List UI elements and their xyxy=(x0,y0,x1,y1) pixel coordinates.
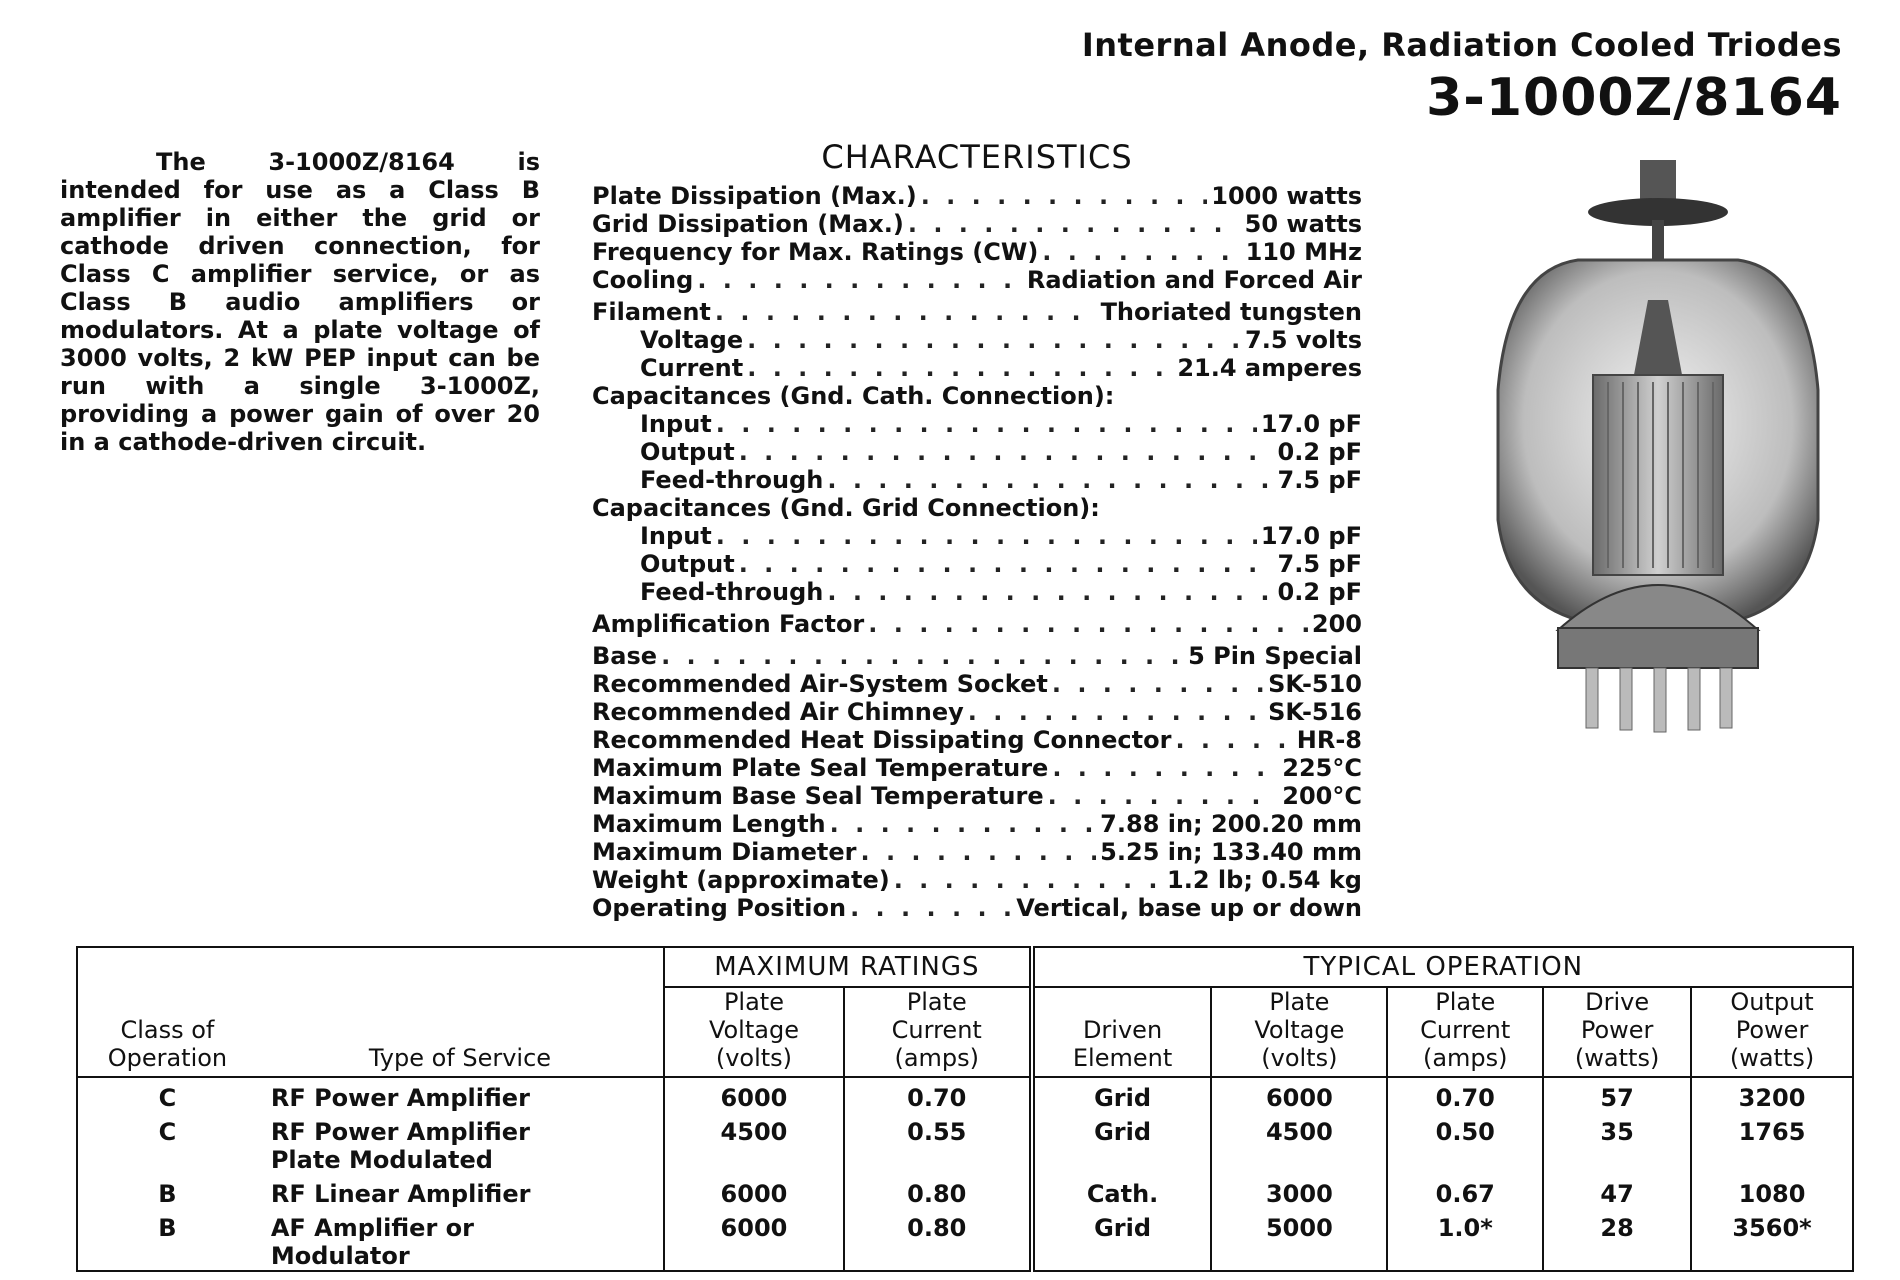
max-ratings-header: MAXIMUM RATINGS xyxy=(664,947,1032,987)
characteristic-label: Maximum Length xyxy=(592,810,826,838)
cell-typ-a: 0.67 xyxy=(1387,1174,1543,1208)
cell-cls: C xyxy=(158,1084,177,1112)
characteristic-row xyxy=(592,382,1362,410)
characteristic-value: Vertical, base up or down xyxy=(1016,894,1362,922)
characteristic-label: Maximum Diameter xyxy=(592,838,857,866)
typical-operation-header: TYPICAL OPERATION xyxy=(1032,947,1853,987)
characteristic-row xyxy=(592,210,1362,238)
characteristic-value: 17.0 pF xyxy=(1260,410,1362,438)
cell-drive: 28 xyxy=(1543,1208,1691,1271)
dot-leader xyxy=(715,298,1097,326)
cell-max-a: 0.55 xyxy=(844,1112,1032,1174)
dot-leader xyxy=(716,522,1257,550)
dot-leader xyxy=(747,354,1173,382)
service-cell xyxy=(257,1208,664,1271)
characteristic-value: 0.2 pF xyxy=(1277,438,1362,466)
dot-leader xyxy=(850,894,1012,922)
characteristic-label: Cooling xyxy=(592,266,694,294)
dot-leader xyxy=(827,578,1273,606)
dot-leader xyxy=(827,466,1273,494)
characteristic-label: Maximum Base Seal Temperature xyxy=(592,782,1044,810)
characteristic-value: 7.88 in; 200.20 mm xyxy=(1100,810,1362,838)
characteristic-label: Voltage xyxy=(640,326,744,354)
model-number: 3-1000Z/8164 xyxy=(1426,68,1842,128)
characteristic-value: 17.0 pF xyxy=(1260,522,1362,550)
characteristic-row xyxy=(592,754,1362,782)
characteristic-value: 5.25 in; 133.40 mm xyxy=(1100,838,1362,866)
characteristic-label: Base xyxy=(592,642,658,670)
characteristic-value: 110 MHz xyxy=(1245,238,1362,266)
cell-typ-v: 6000 xyxy=(1211,1077,1387,1112)
cell-drive: 47 xyxy=(1543,1174,1691,1208)
characteristic-row xyxy=(592,610,1362,638)
characteristic-row xyxy=(592,266,1362,294)
characteristic-value: 225°C xyxy=(1282,754,1362,782)
cell-driven: Grid xyxy=(1032,1208,1212,1271)
characteristic-label: Frequency for Max. Ratings (CW) xyxy=(592,238,1039,266)
dot-leader xyxy=(1048,782,1279,810)
characteristic-label: Recommended Air-System Socket xyxy=(592,670,1048,698)
characteristic-value: SK-510 xyxy=(1268,670,1362,698)
characteristic-value: 1000 watts xyxy=(1211,182,1362,210)
characteristic-row xyxy=(592,670,1362,698)
cell-max-v: 6000 xyxy=(664,1077,844,1112)
characteristic-row xyxy=(592,578,1362,606)
service-line-2: Plate Modulated xyxy=(270,1146,493,1174)
dot-leader xyxy=(739,438,1274,466)
col-typ-current-header: Plate Current (amps) xyxy=(1387,987,1543,1077)
characteristic-label: Feed-through xyxy=(640,578,824,606)
dot-leader xyxy=(921,182,1208,210)
characteristic-row xyxy=(592,698,1362,726)
cell-drive: 57 xyxy=(1543,1077,1691,1112)
cell-typ-a: 0.50 xyxy=(1387,1112,1543,1174)
characteristic-label: Recommended Air Chimney xyxy=(592,698,964,726)
series-subtitle: Internal Anode, Radiation Cooled Triodes xyxy=(1081,26,1842,64)
dot-leader xyxy=(908,210,1241,238)
characteristic-row xyxy=(592,894,1362,922)
dot-leader xyxy=(747,326,1241,354)
operation-table xyxy=(76,946,1854,1272)
col-output-header: Output Power (watts) xyxy=(1691,987,1853,1077)
characteristic-value: 5 Pin Special xyxy=(1188,642,1362,670)
cell-output: 3560* xyxy=(1691,1208,1853,1271)
characteristic-row xyxy=(592,550,1362,578)
cell-typ-v: 4500 xyxy=(1211,1112,1387,1174)
characteristic-label: Output xyxy=(640,438,735,466)
service-line: AF Amplifier or xyxy=(270,1214,474,1242)
cell-driven: Cath. xyxy=(1032,1174,1212,1208)
characteristic-value: 200°C xyxy=(1282,782,1362,810)
characteristic-row xyxy=(592,438,1362,466)
characteristics-title: CHARACTERISTICS xyxy=(821,138,1133,176)
col-max-voltage-header: Plate Voltage (volts) xyxy=(664,987,844,1077)
cell-typ-a: 0.70 xyxy=(1387,1077,1543,1112)
characteristic-value: SK-516 xyxy=(1268,698,1362,726)
table-row xyxy=(77,1112,1853,1174)
dot-leader xyxy=(697,266,1023,294)
characteristic-label: Filament xyxy=(592,298,711,326)
col-max-current-header: Plate Current (amps) xyxy=(844,987,1032,1077)
dot-leader xyxy=(1052,754,1278,782)
cell-output: 3200 xyxy=(1691,1077,1853,1112)
cell-max-a: 0.70 xyxy=(844,1077,1032,1112)
dot-leader xyxy=(1052,670,1264,698)
characteristic-row xyxy=(592,182,1362,210)
service-line: RF Power Amplifier xyxy=(270,1084,530,1112)
intro-paragraph: The 3-1000Z/8164 is intended for use as a Class B amplifier in either the grid or cathode driven connection, for Class C amplifier service, or as Class B audio amplifiers or modulators. At a plate voltage of 3000 volts, 2 kW PEP input can be run with a single 3-1000Z, providing a power gain of over 20 in a cathode-driven circuit. xyxy=(60,148,540,456)
dot-leader xyxy=(1042,238,1241,266)
cell-cls: B xyxy=(158,1180,177,1208)
characteristic-label: Grid Dissipation (Max.) xyxy=(592,210,904,238)
dot-leader xyxy=(968,698,1264,726)
col-service-header: Type of Service xyxy=(257,947,664,1077)
characteristic-label: Recommended Heat Dissipating Connector xyxy=(592,726,1172,754)
cell-max-v: 6000 xyxy=(664,1208,844,1271)
dot-leader xyxy=(860,838,1096,866)
table-row xyxy=(77,1208,1853,1271)
service-cell xyxy=(257,1077,664,1112)
service-cell xyxy=(257,1112,664,1174)
characteristic-row xyxy=(592,782,1362,810)
characteristic-label: Plate Dissipation (Max.) xyxy=(592,182,917,210)
characteristic-row xyxy=(592,494,1362,522)
characteristic-label: Weight (approximate) xyxy=(592,866,890,894)
characteristic-label: Capacitances (Gnd. Cath. Connection): xyxy=(592,382,1115,410)
characteristic-row xyxy=(592,238,1362,266)
characteristic-value: 7.5 volts xyxy=(1245,326,1362,354)
service-line: RF Power Amplifier xyxy=(270,1118,530,1146)
col-typ-voltage-header: Plate Voltage (volts) xyxy=(1211,987,1387,1077)
col-class-header: Class of Operation xyxy=(77,947,257,1077)
dot-leader xyxy=(716,410,1257,438)
characteristic-row xyxy=(592,354,1362,382)
table-row xyxy=(77,1077,1853,1112)
characteristic-label: Input xyxy=(640,522,712,550)
characteristic-label: Current xyxy=(640,354,744,382)
characteristic-label: Input xyxy=(640,410,712,438)
cell-output: 1765 xyxy=(1691,1112,1853,1174)
characteristic-label: Operating Position xyxy=(592,894,847,922)
characteristic-row xyxy=(592,866,1362,894)
characteristic-value: 50 watts xyxy=(1244,210,1362,238)
cell-typ-v: 3000 xyxy=(1211,1174,1387,1208)
cell-driven: Grid xyxy=(1032,1077,1212,1112)
characteristic-row xyxy=(592,726,1362,754)
characteristic-row xyxy=(592,810,1362,838)
characteristic-row xyxy=(592,326,1362,354)
dot-leader xyxy=(868,610,1308,638)
cell-driven: Grid xyxy=(1032,1112,1212,1174)
characteristic-label: Feed-through xyxy=(640,466,824,494)
dot-leader xyxy=(1175,726,1292,754)
service-cell xyxy=(257,1174,664,1208)
characteristic-value: 21.4 amperes xyxy=(1177,354,1362,382)
characteristic-row xyxy=(592,522,1362,550)
characteristic-label: Maximum Plate Seal Temperature xyxy=(592,754,1049,782)
cell-cls: B xyxy=(158,1214,177,1242)
characteristic-value: HR-8 xyxy=(1296,726,1362,754)
cell-drive: 35 xyxy=(1543,1112,1691,1174)
characteristic-label: Amplification Factor xyxy=(592,610,865,638)
characteristic-value: 200 xyxy=(1311,610,1362,638)
characteristic-value: Radiation and Forced Air xyxy=(1026,266,1362,294)
characteristic-row xyxy=(592,410,1362,438)
cell-typ-v: 5000 xyxy=(1211,1208,1387,1271)
service-line: RF Linear Amplifier xyxy=(270,1180,531,1208)
characteristic-label: Output xyxy=(640,550,735,578)
cell-output: 1080 xyxy=(1691,1174,1853,1208)
dot-leader xyxy=(830,810,1097,838)
dot-leader xyxy=(661,642,1184,670)
col-driven-header: Driven Element xyxy=(1032,987,1212,1077)
cell-max-a: 0.80 xyxy=(844,1208,1032,1271)
table-row xyxy=(77,1174,1853,1208)
cell-typ-a: 1.0* xyxy=(1387,1208,1543,1271)
characteristic-row xyxy=(592,642,1362,670)
characteristics-list xyxy=(592,182,1362,922)
characteristic-row xyxy=(592,298,1362,326)
characteristic-row xyxy=(592,838,1362,866)
characteristic-value: Thoriated tungsten xyxy=(1100,298,1362,326)
cell-cls: C xyxy=(158,1118,177,1146)
characteristic-label: Capacitances (Gnd. Grid Connection): xyxy=(592,494,1100,522)
characteristic-value: 7.5 pF xyxy=(1277,466,1362,494)
characteristic-value: 0.2 pF xyxy=(1277,578,1362,606)
service-line-2: Modulator xyxy=(270,1242,410,1270)
tube-photo xyxy=(1468,160,1848,740)
characteristic-value: 7.5 pF xyxy=(1277,550,1362,578)
col-drive-header: Drive Power (watts) xyxy=(1543,987,1691,1077)
page-header xyxy=(1082,26,1842,128)
cell-max-v: 6000 xyxy=(664,1174,844,1208)
dot-leader xyxy=(739,550,1274,578)
dot-leader xyxy=(894,866,1163,894)
cell-max-v: 4500 xyxy=(664,1112,844,1174)
characteristic-row xyxy=(592,466,1362,494)
cell-max-a: 0.80 xyxy=(844,1174,1032,1208)
characteristic-value: 1.2 lb; 0.54 kg xyxy=(1167,866,1362,894)
